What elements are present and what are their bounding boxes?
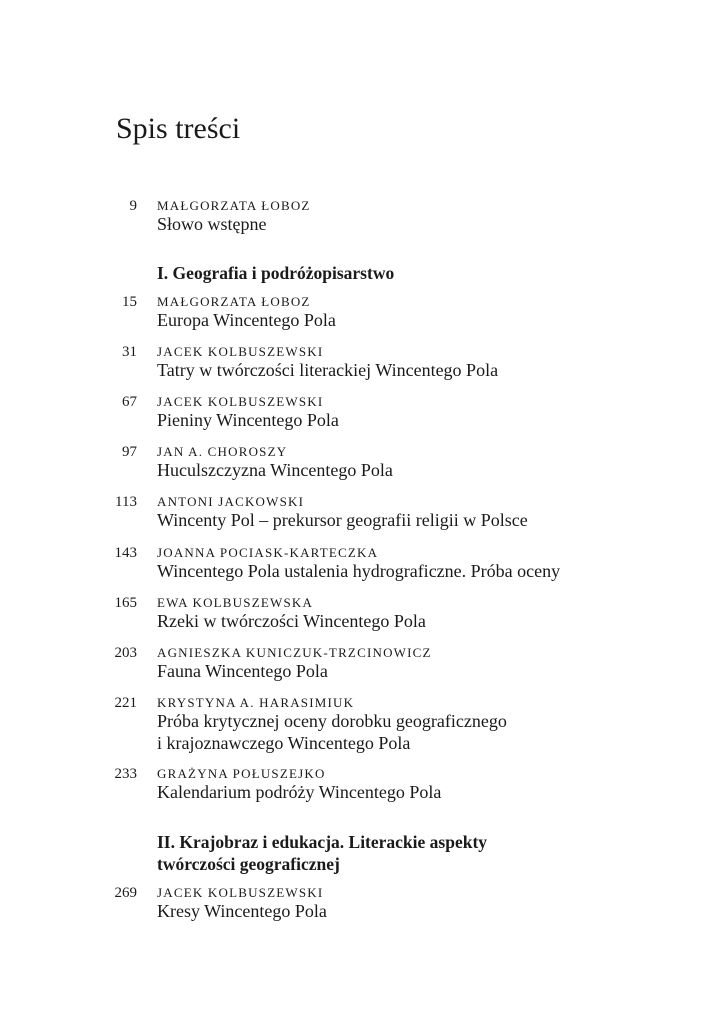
page-number: 221: [114, 695, 137, 711]
page-number: 113: [115, 494, 137, 510]
work-title-continued: i krajoznawczego Wincentego Pola: [157, 733, 411, 753]
page-number: 15: [122, 294, 137, 310]
author-name: GRAŻYNA POŁUSZEJKO: [157, 766, 326, 781]
page-number: 31: [122, 344, 137, 360]
work-title: Wincentego Pola ustalenia hydrograficzne. Próba oceny: [157, 561, 561, 581]
author-name: KRYSTYNA A. HARASIMIUK: [157, 695, 355, 710]
section-heading: I. Geografia i podróżopisarstwo: [157, 263, 395, 283]
work-title: Kresy Wincentego Pola: [157, 901, 327, 921]
work-title: Słowo wstępne: [157, 214, 267, 234]
author-name: AGNIESZKA KUNICZUK-TRZCINOWICZ: [157, 645, 432, 660]
page-title: Spis treści: [116, 112, 241, 145]
page-number: 143: [114, 545, 137, 561]
author-name: JACEK KOLBUSZEWSKI: [157, 344, 324, 359]
work-title: Próba krytycznej oceny dorobku geograficznego: [157, 711, 507, 731]
work-title: Rzeki w twórczości Wincentego Pola: [157, 611, 426, 631]
page-number: 203: [114, 645, 137, 661]
work-title: Europa Wincentego Pola: [157, 310, 336, 330]
page-number: 233: [114, 766, 137, 782]
author-name: JOANNA POCIASK-KARTECZKA: [157, 545, 379, 560]
work-title: Pieniny Wincentego Pola: [157, 410, 339, 430]
author-name: MAŁGORZATA ŁOBOZ: [157, 294, 311, 309]
page-number: 269: [114, 885, 137, 901]
work-title: Kalendarium podróży Wincentego Pola: [157, 782, 442, 802]
author-name: MAŁGORZATA ŁOBOZ: [157, 198, 311, 213]
author-name: EWA KOLBUSZEWSKA: [157, 595, 314, 610]
section-heading: II. Krajobraz i edukacja. Literackie aspekty: [157, 832, 488, 852]
author-name: JACEK KOLBUSZEWSKI: [157, 885, 324, 900]
work-title: Huculszczyzna Wincentego Pola: [157, 460, 393, 480]
page-number: 97: [122, 444, 137, 460]
page-number: 67: [122, 394, 137, 410]
author-name: JACEK KOLBUSZEWSKI: [157, 394, 324, 409]
work-title: Fauna Wincentego Pola: [157, 661, 328, 681]
work-title: Wincenty Pol – prekursor geografii religii w Polsce: [157, 510, 528, 530]
author-name: ANTONI JACKOWSKI: [157, 494, 305, 509]
page-number: 165: [114, 595, 137, 611]
work-title: Tatry w twórczości literackiej Wincentego Pola: [157, 360, 499, 380]
author-name: JAN A. CHOROSZY: [157, 444, 288, 459]
page-number: 9: [129, 198, 137, 214]
section-heading-continued: twórczości geograficznej: [157, 854, 340, 874]
